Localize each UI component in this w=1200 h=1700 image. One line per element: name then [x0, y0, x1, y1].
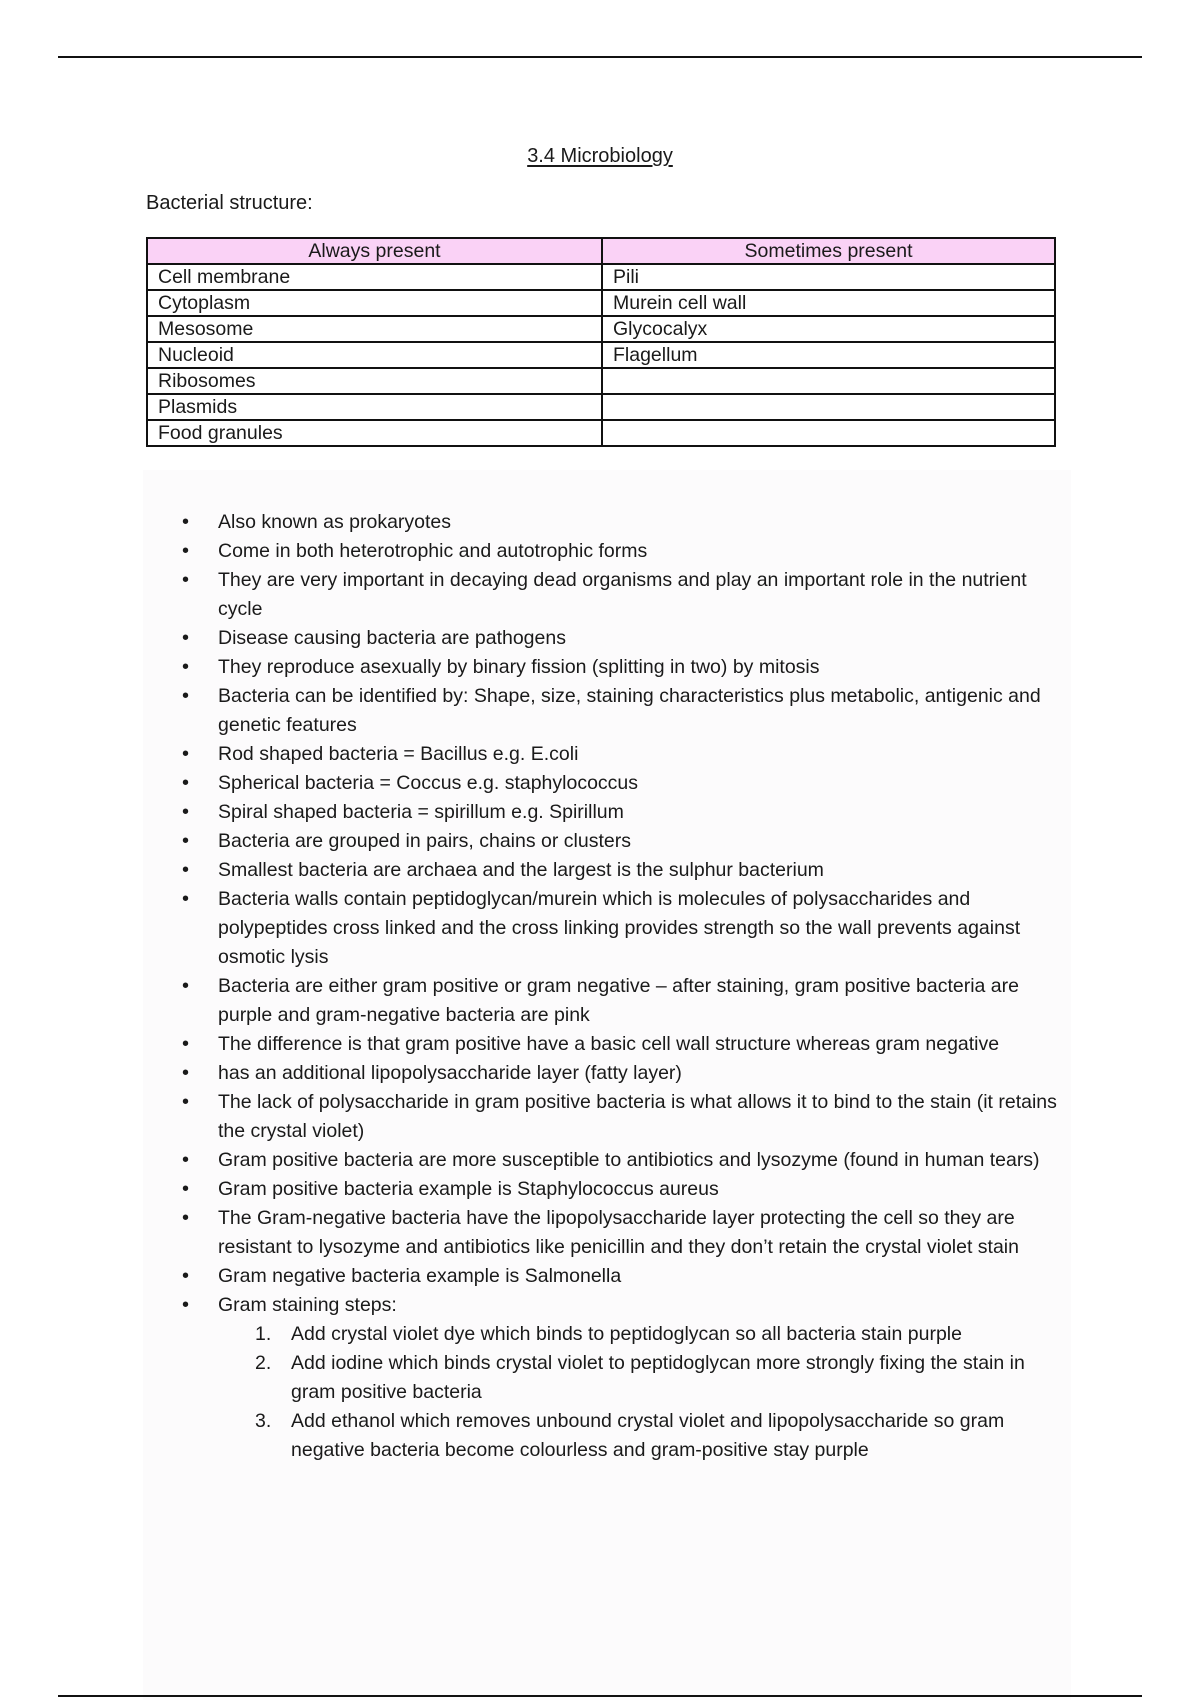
step-item: [0, 1320, 1051, 1349]
table-header-sometimes: Sometimes present: [602, 238, 1055, 264]
list-item: • They are very important in decaying dead organisms and play an important role in the nutrient cycle: [0, 566, 1070, 624]
section-subheading: Bacterial structure:: [146, 192, 313, 214]
table-cell: Food granules: [147, 420, 602, 446]
step-item: [0, 1407, 1051, 1465]
step-number: 2.: [255, 1352, 272, 1374]
list-item: • Bacteria are either gram positive or gram negative – after staining, gram positive bacteria are purple and gram-negative bacteria are pink: [0, 972, 1070, 1030]
list-item: • Come in both heterotrophic and autotrophic forms: [0, 537, 1070, 566]
table-header-row: [147, 238, 1055, 264]
step-text: Add ethanol which removes unbound crystal violet and lipopolysaccharide so gram negative bacteria become colourless and gram-positive stay purple: [291, 1410, 1005, 1461]
table-row: [147, 394, 1055, 420]
table-row: [147, 420, 1055, 446]
table-cell: Mesosome: [147, 316, 602, 342]
notes-content: [0, 508, 1200, 1465]
table-cell: Plasmids: [147, 394, 602, 420]
list-item: • has an additional lipopolysaccharide layer (fatty layer): [0, 1059, 1070, 1088]
table-cell: [602, 394, 1055, 420]
table-cell: Glycocalyx: [602, 316, 1055, 342]
bullet-list: [0, 508, 1200, 1320]
table-row: [147, 316, 1055, 342]
list-item: • Gram staining steps:: [0, 1291, 1070, 1320]
list-item: • Also known as prokaryotes: [0, 508, 1070, 537]
page-title: 3.4 Microbiology: [527, 145, 673, 167]
table-header-always: Always present: [147, 238, 602, 264]
step-number: 1.: [255, 1323, 272, 1345]
step-text: Add iodine which binds crystal violet to peptidoglycan more strongly fixing the stain in gram positive bacteria: [291, 1352, 1025, 1403]
gram-staining-steps: [0, 1320, 1200, 1465]
list-item: • The lack of polysaccharide in gram positive bacteria is what allows it to bind to the stain (it retains the crystal violet): [0, 1088, 1070, 1146]
step-item: [0, 1349, 1051, 1407]
list-item: • The difference is that gram positive have a basic cell wall structure whereas gram negative: [0, 1030, 1070, 1059]
table-cell: [602, 368, 1055, 394]
table-row: [147, 290, 1055, 316]
bacterial-structure-table: [146, 237, 1056, 447]
list-item: • Bacteria walls contain peptidoglycan/murein which is molecules of polysaccharides and polypeptides cross linked and the cross linking provides strength so the wall prevents against osmotic lysis: [0, 885, 1070, 972]
table-cell: Pili: [602, 264, 1055, 290]
list-item: • Gram positive bacteria are more susceptible to antibiotics and lysozyme (found in human tears): [0, 1146, 1070, 1175]
table-row: [147, 342, 1055, 368]
table-cell: Ribosomes: [147, 368, 602, 394]
list-item: • Rod shaped bacteria = Bacillus e.g. E.coli: [0, 740, 1070, 769]
table-cell: Cytoplasm: [147, 290, 602, 316]
list-item: • The Gram-negative bacteria have the lipopolysaccharide layer protecting the cell so they are resistant to lysozyme and antibiotics like penicillin and they don’t retain the crystal violet stain: [0, 1204, 1070, 1262]
list-item: • Gram negative bacteria example is Salmonella: [0, 1262, 1070, 1291]
list-item: • Spherical bacteria = Coccus e.g. staphylococcus: [0, 769, 1070, 798]
table-cell: Nucleoid: [147, 342, 602, 368]
bottom-rule: [58, 1695, 1142, 1697]
list-item: • Bacteria are grouped in pairs, chains or clusters: [0, 827, 1070, 856]
table-cell: Cell membrane: [147, 264, 602, 290]
table-row: [147, 368, 1055, 394]
list-item: • Smallest bacteria are archaea and the largest is the sulphur bacterium: [0, 856, 1070, 885]
table-cell: Flagellum: [602, 342, 1055, 368]
list-item: • Spiral shaped bacteria = spirillum e.g. Spirillum: [0, 798, 1070, 827]
table-cell: Murein cell wall: [602, 290, 1055, 316]
list-item: • They reproduce asexually by binary fission (splitting in two) by mitosis: [0, 653, 1070, 682]
table-cell: [602, 420, 1055, 446]
list-item: • Disease causing bacteria are pathogens: [0, 624, 1070, 653]
list-item: • Bacteria can be identified by: Shape, size, staining characteristics plus metabolic, antigenic and genetic features: [0, 682, 1070, 740]
table-row: [147, 264, 1055, 290]
step-number: 3.: [255, 1410, 272, 1432]
list-item: • Gram positive bacteria example is Staphylococcus aureus: [0, 1175, 1070, 1204]
step-text: Add crystal violet dye which binds to peptidoglycan so all bacteria stain purple: [291, 1323, 962, 1345]
top-rule: [58, 56, 1142, 58]
